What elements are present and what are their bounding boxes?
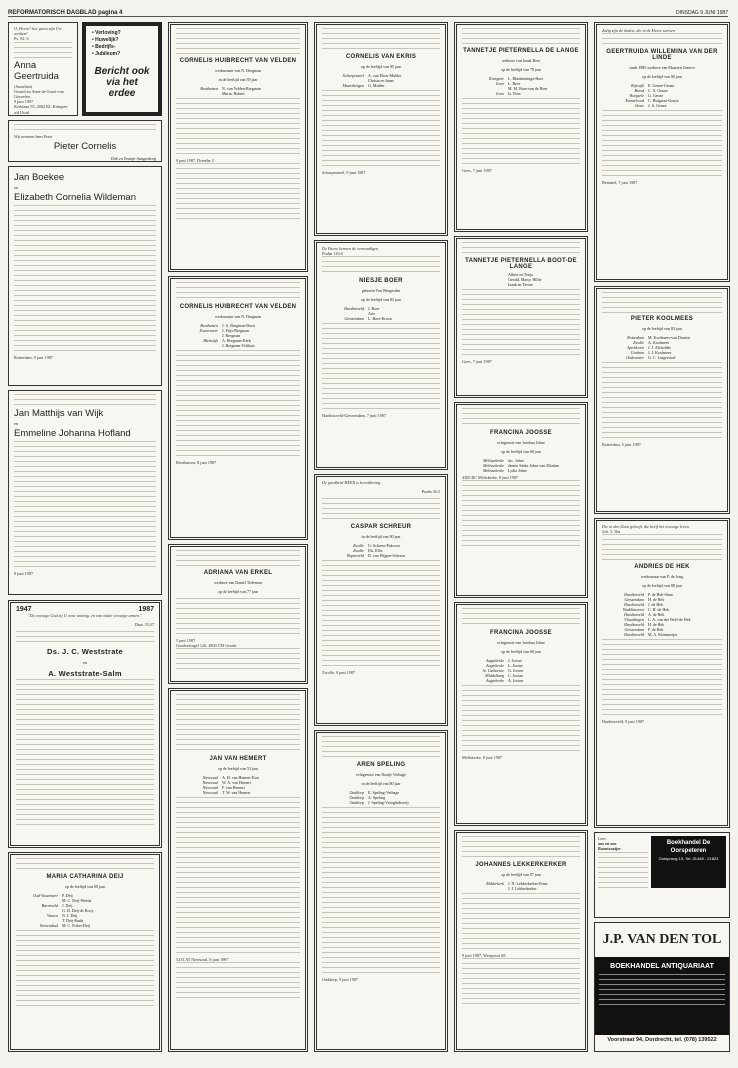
date: Meliskerke, 8 juni 1987 (462, 755, 503, 760)
deceased-name: NIESJE BOER (359, 278, 403, 285)
wedding-announcement-1 (8, 166, 162, 386)
parents: Gerard en Anne de Groot-van Geyzelen (14, 88, 64, 100)
intro-ref: Ps. 92: 6 (14, 36, 29, 42)
obituary-van-ekris (314, 22, 448, 236)
family-list: Scharpenzeel A. van Ekris-Mulder Christa en Iman Maarsbergen G. Mulder (342, 73, 402, 88)
text-block (602, 33, 722, 47)
text-block (176, 282, 300, 302)
text-block (602, 639, 722, 719)
ad-line: Boontzaaijer (598, 846, 622, 852)
text-block (322, 560, 440, 670)
obituary-boer (314, 240, 448, 470)
place-date: Rotterdam, 9 juni 1987 (14, 355, 53, 361)
bride-name: Elizabeth Cornelia Wildeman (14, 192, 136, 204)
intro: Wij noemen hem Peter (14, 134, 53, 139)
family-list: Kortgene L. Blaaskeninga-Boer Goes L. Boer M. M. Boer-van de Boer Goes Iz. Boer (489, 76, 548, 96)
address: Kerklaan 55, 2802 KL Krimpen a/d IJssel (14, 104, 68, 115)
obituary-van-velden-1 (168, 22, 308, 272)
text-block (462, 685, 580, 755)
spouse-line: sinds 1985 weduwe van Maarten Geneve (629, 65, 695, 71)
text-block (322, 323, 440, 413)
text-block (16, 631, 154, 645)
conjunction: en (83, 660, 87, 666)
obituary-joosse-2 (454, 602, 588, 826)
text-block (599, 974, 725, 1008)
deceased-name: GEERTRUIDA WILLEMINA VAN DER LINDE (606, 49, 718, 62)
date: 9 juni 1987 (14, 571, 34, 577)
groom-name: Jan Matthijs van Wijk (14, 408, 104, 419)
text-block (322, 28, 440, 52)
text-block (322, 736, 440, 760)
text-block (462, 289, 580, 359)
date: 9 juni 1987, Westpoort 68 (462, 953, 506, 958)
van-den-tol-banner (595, 957, 729, 1035)
text-block (462, 893, 580, 953)
spouse-line: echtgenote van Jacobus Jobse (497, 640, 545, 645)
family-list: Oud-Vossemeer P. Deij M. C. Deij-Weeda Barneveld J. Deij G. D. Deij-de Rooy Vianen N. J. Deij T. Deij-Barth Veenendaal M. C. Polter-Deij (32, 893, 94, 928)
text-block (176, 163, 300, 223)
birth-date: 9 juni 1987 (14, 99, 34, 105)
issue-date: DINSDAG 9 JUNI 1987 (676, 10, 728, 16)
text-block (602, 534, 722, 562)
bookshop-name: Boekhandel De Oorspeteren (666, 840, 711, 854)
age: op de leeftijd van 85 jaar (361, 64, 401, 69)
date: Hardinxveld-Giessendam, 7 juni 1987 (322, 413, 386, 419)
text-block (462, 408, 580, 428)
age: in de leeftijd van 39 jaar (218, 77, 258, 82)
deceased-name: CORNELIS HUIBRECHT VAN VELDEN (179, 304, 297, 310)
verse: "De eeuwige God zij U eene woning, en van onder eeuwige armen." (27, 613, 143, 618)
age: op de leeftijd van 82 jaar (361, 297, 401, 303)
birth-announcement-gertrude (8, 22, 78, 116)
date: 4365 BC Meliskerke, 8 juni 1987 (462, 475, 519, 480)
child-nickname: (Annelien) (14, 83, 33, 89)
age: op de leeftijd van 88 jaar (642, 583, 682, 589)
ad-line: Lees (598, 836, 606, 841)
family-list: Ridderkerk J. N. Lekkerkerker-Prins J. J. Lekkerkerker (486, 881, 548, 891)
family-list: Nieuwaal A. H. van Hemert-Kon Nieuwaal W. A. van Hemert Nieuwaal F. van Hemert Nieuwaal T. W. van Hemert (202, 775, 259, 795)
wedding-announcement-2 (8, 390, 162, 595)
year-start: 1947 (16, 606, 32, 613)
deceased-name: FRANCINA JOOSSE (490, 630, 552, 636)
person-name: Ds. J. C. Weststrate (47, 647, 123, 657)
date: 5 juni 1987 (176, 638, 196, 643)
year-end: 1987 (138, 606, 154, 613)
spouse-line: weduwnaar van N. Dregman (215, 314, 261, 319)
verse: Die in den Zoon gelooft, die heeft het eeuwige leven (602, 524, 689, 529)
bookshop-address: Oorsprong 19, Tel. 01448 - 21823 (658, 856, 719, 861)
van-den-tol-logo: J.P. VAN DEN TOL (602, 932, 722, 947)
birth-announcement-pieter (8, 120, 162, 162)
age: op de leeftijd van 68 jaar (501, 449, 541, 454)
text-block (462, 480, 580, 550)
verse-ref: Joh. 3: 36a (602, 529, 621, 535)
deceased-name: ADRIANA VAN ERKEL (203, 570, 273, 576)
ad-title: Bericht ook via het erdee (94, 66, 150, 99)
obituary-van-velden-2 (168, 276, 308, 540)
page-header (8, 4, 728, 17)
ad-bullet: • Huwelijk? (92, 37, 119, 43)
verse-ref: Deut. 33:27 (134, 622, 154, 628)
age: op de leeftijd van 78 jaar (501, 67, 541, 72)
age: op de leeftijd van 68 jaar (501, 649, 541, 654)
date: Scharpenzeel, 9 juni 1987 (322, 170, 366, 175)
text-block (14, 441, 156, 571)
family-list: Aagtekerke J. Joosse Aagtekerke L. Joosse St. Catharine G. Joosse Middelburg C. Joosse Aagtekerke A. Joosse (482, 658, 524, 683)
age: in de leeftijd van 80 jaar (361, 781, 401, 786)
text-block (16, 858, 154, 872)
text-block (462, 608, 580, 628)
deceased-name: MARIA CATHARINA DEIJ (46, 874, 124, 880)
text-block (14, 42, 72, 58)
age: op de leeftijd van 88 jaar (65, 884, 105, 889)
text-block (462, 98, 580, 168)
obituary-van-der-linde (594, 22, 730, 282)
verse: Zalig zijn de doden, die in de Heere sterven (602, 28, 675, 33)
spouse-line: weduwnaar van P. de Jong (640, 574, 684, 580)
deceased-name: AREN SPELING (356, 762, 406, 768)
groom-name: Jan Boekee (14, 172, 65, 183)
deceased-name: CASPAR SCHREUR (350, 524, 412, 531)
text-block (322, 807, 440, 977)
text-block (16, 679, 154, 829)
text-block (462, 28, 580, 46)
deceased-name: JOHANNES LEKKERKERKER (475, 862, 567, 868)
spouse-name: A. Weststrate-Salm (48, 669, 122, 679)
ad-bullet-list (92, 30, 152, 58)
obituary-deij (8, 852, 162, 1052)
text-block (462, 242, 580, 256)
family-list: Melissekerke Jac. Jobse Melissekerke Jannie Sinke Jobse-van Klinken Melissekerke Lydia Jobse (483, 458, 560, 473)
child-name: Anna Geertruida (14, 59, 59, 82)
age: op de leeftijd van 87 jaar (501, 872, 541, 877)
date: Rotterdam, 5 juni 1987 (602, 442, 641, 447)
verse-ref: Psalm 36:2 (421, 489, 440, 495)
family-list: Benthuizen N. van Velden-Bregman Maria, Hubert (200, 86, 261, 96)
text-block (176, 598, 300, 638)
deceased-name: FRANCINA JOOSSE (490, 430, 552, 436)
text-block (176, 28, 300, 56)
family-list: Hardinxveld P. de Hek-Slam Giessendam H. de Hek Hardinxveld J. de Hek Waddinxveen C. H. de Hek Hardinxveld A. de Hek Vlaardingen L. A. van der Wolf-de Hek Hardinxveld H. de Hek Giessendam F. de Hek Hardinxveld M. A. Kleinmeijer (622, 592, 691, 638)
deceased-name: JAN VAN HEMERT (209, 756, 267, 762)
ad-bullet: • Bedrijfs- (92, 44, 116, 50)
ad-bullet: • Jubileum? (92, 51, 121, 57)
ad-van-den-tol (594, 922, 730, 1052)
text-block (176, 98, 300, 158)
text-block (602, 362, 722, 442)
text-block (176, 350, 300, 460)
obituary-de-lange (454, 22, 588, 232)
date: 9 juni 1987, Drenthe 2 (176, 158, 214, 163)
text-block (176, 962, 300, 1002)
newspaper-title: REFORMATORISCH DAGBLAD pagina 4 (8, 10, 123, 16)
obituary-schreur (314, 474, 448, 726)
text-block (322, 256, 440, 276)
ad-bericht-ook (82, 22, 162, 116)
van-den-tol-contact: Voorstraat 94, Dordrecht, tel. (078) 139522 (607, 1037, 717, 1043)
date: Hardinxveld, 9 juni 1987 (602, 719, 645, 725)
obituary-van-erkel (168, 544, 308, 684)
text-block (176, 694, 300, 754)
conjunction: en (14, 421, 18, 426)
obituary-speling (314, 730, 448, 1052)
spouse-line: echtgenote van Jacobus Jobse (497, 440, 545, 445)
family-list: Hardinxveld J. Boer Arie Giessendam L. Boer-Kroon (344, 306, 392, 322)
date: Goes, 7 juni 1987 (462, 168, 492, 173)
family-list: Benthuizen J. A. Bregman-Dorst Zoetermeer J. Prijs-Bregman J. Bregman Bleiswijk A. Bregman-Kerk J. Bregman-Velthuis (199, 323, 256, 348)
anniversary-years (16, 606, 154, 613)
spouse-line: weduwe van Daniel Tieleman (214, 580, 262, 585)
obituary-joosse-1 (454, 402, 588, 598)
anniversary-announcement (8, 600, 162, 848)
bride-name: Emmeline Johanna Hofland (14, 428, 131, 440)
date: Ouddorp, 9 juni 1987 (322, 977, 359, 982)
obituary-koolmees (594, 286, 730, 514)
family-list: Albert en Tenja Gerald, Marty, Hillie Izaak en Teesse (508, 272, 542, 287)
date: 5213 AT Nieuwaal, 8 juni 1987 (176, 957, 229, 962)
deceased-name: CORNELIS HUIBRECHT VAN VELDEN (179, 58, 297, 64)
address: Goudsesingel 126, 2800 CM Gouda (176, 643, 237, 649)
age: op de leeftijd van 80 jaar (642, 74, 682, 80)
deceased-name: PIETER KOOLMEES (630, 316, 694, 322)
verse: De Heere kennen de eenvoudigen (322, 246, 379, 251)
spouse-line: weduwe van Izaak Boer (501, 58, 541, 63)
text-block (16, 930, 154, 1010)
text-block (176, 550, 300, 568)
text-block (462, 958, 580, 1008)
verse-ref: Psalm 116:6 (322, 251, 343, 257)
obituary-van-hemert (168, 688, 308, 1052)
spouse-line: weduwnaar van N. Dregman (215, 68, 261, 73)
verse: De goedheid HEER is bereddering (322, 480, 381, 485)
obituary-lekkerkerker (454, 830, 588, 1052)
text-block (176, 648, 300, 672)
child-name: Pieter Cornelis (53, 141, 117, 153)
date: Benthuizen, 8 juni 1987 (176, 460, 217, 465)
bookshop-logo (651, 836, 726, 888)
text-block (602, 292, 722, 314)
text-block (322, 90, 440, 170)
family-list: Zwolle G. Schreur-Pakvoor Zwolle Els, Ellis Wapenveld D. van Wijgen-Schreur (346, 543, 405, 559)
text-block (462, 836, 580, 860)
deceased-name: ANDRIES DE HEK (634, 564, 690, 571)
obituary-de-hek (594, 518, 730, 828)
conjunction: en (14, 185, 18, 190)
age: in de leeftijd van 90 jaar (361, 534, 401, 540)
text-block (14, 394, 156, 406)
text-block (602, 110, 722, 180)
obituary-boot-de-lange (454, 236, 588, 398)
banner-title: BOEKHANDEL ANTIQUARIAAT (610, 963, 714, 970)
age: op de leeftijd van 53 jaar (218, 766, 258, 771)
ad-bookshop-oorspeteren (594, 832, 730, 918)
text-block (14, 124, 156, 134)
date: Bemmel, 7 juni 1987 (602, 180, 638, 186)
age: op de leeftijd van 83 jaar (642, 326, 682, 331)
deceased-name: TANNETJE PIETERNELLA DE LANGE (463, 48, 579, 54)
text-block (176, 797, 300, 957)
family-list: Ouddorp E. Speling-Verhage Ouddorp A. Speling Ouddorp J. Speling-Vroegindeweij (349, 790, 409, 805)
deceased-name: TANNETJE PIETERNELLA BOOT-DE LANGE (465, 258, 577, 270)
intro-text: O, Heere! hoe groot zijn Uw werken! (14, 26, 62, 37)
text-block (14, 205, 156, 355)
parents: Dirk en Teuntje Aangenborg (110, 156, 156, 162)
date: Zwolle, 9 juni 1987 (322, 670, 356, 676)
maiden-name: geboren Van Wingerden (361, 288, 401, 294)
spouse-line: echtgenoot van Naatje Verhage (356, 772, 406, 777)
ad-line: ons en ons (598, 841, 617, 847)
text-block (598, 852, 648, 888)
date: Goes, 7 juni 1987 (462, 359, 492, 364)
family-list: Rotterdam M. Koolmees-van Duuren Zwolle A. Koolmees Apeldoorn J. J. Alcholder Gorkum J. J. Koolmees Oudewater G. C. Lingerstorf (626, 335, 690, 360)
text-block (322, 498, 440, 522)
age: op de leeftijd van 77 jaar (218, 589, 258, 594)
family-list: Rijswijk E. Geuze-Geuze Beesd C. A. Geuze Borgsele G. Geuze Emmeloord C. Hulgarsz-Geuze Ouwe J. A. Geuze (625, 83, 679, 109)
deceased-name: CORNELIS VAN EKRIS (345, 54, 417, 60)
ad-bullet: • Verloving? (92, 30, 121, 36)
